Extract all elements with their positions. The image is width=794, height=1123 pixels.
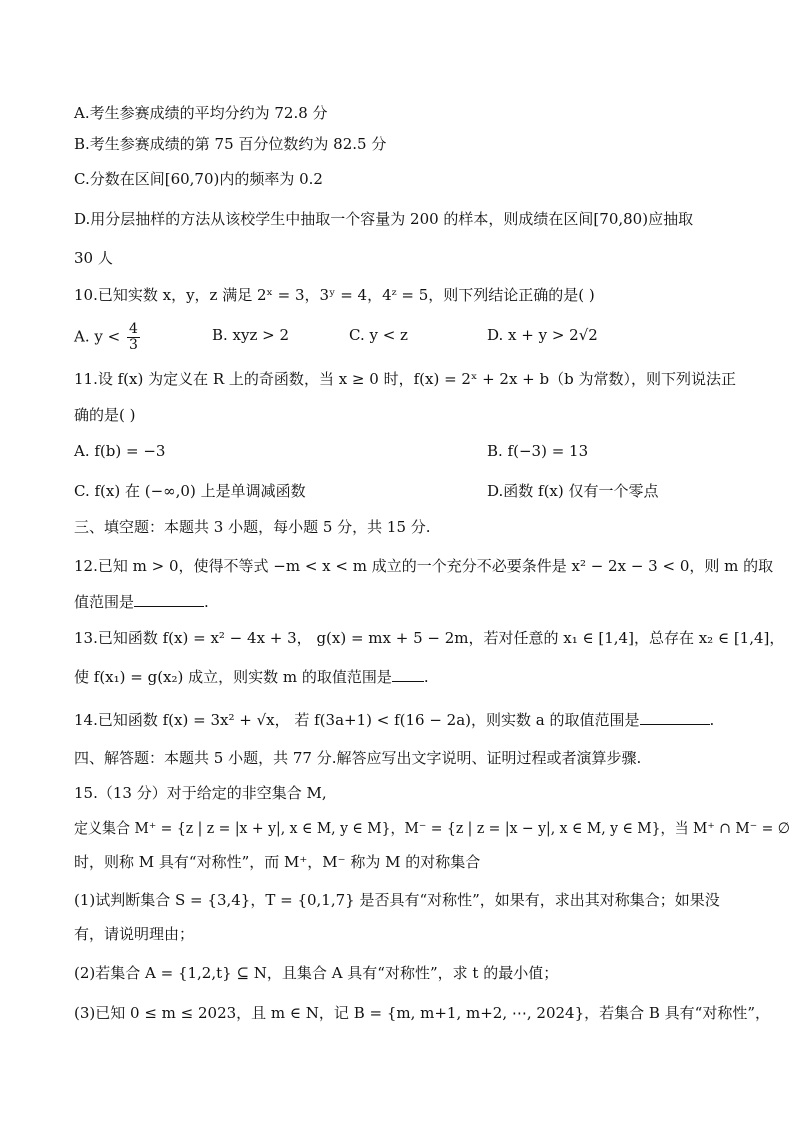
q9-option-c: C.分数在区间[60,70)内的频率为 0.2 [74,170,323,188]
q10-stem: 10.已知实数 x，y，z 满足 2ˣ = 3，3ʸ = 4，4ᶻ = 5，则下列结论正确的是( ) [74,286,595,304]
q11-option-c: C. f(x) 在 (−∞,0) 上是单调减函数 [74,482,306,500]
q14-line1-text: 14.已知函数 f(x) = 3x² + √x， 若 f(3a+1) < f(16 − 2a)，则实数 a 的取值范围是 [74,711,640,729]
section-3-heading: 三、填空题：本题共 3 小题，每小题 5 分，共 15 分. [74,518,431,536]
q10-option-a [74,322,142,353]
q10-option-a-numerator: 4 [128,321,138,337]
section-4-heading: 四、解答题：本题共 5 小题，共 77 分.解答应写出文字说明、证明过程或者演算步骤. [74,749,642,767]
q12-line2 [74,592,209,612]
q10-option-a-denominator: 3 [128,337,138,353]
q9-option-a: A.考生参赛成绩的平均分约为 72.8 分 [74,104,328,122]
q11-stem-line1: 11.设 f(x) 为定义在 R 上的奇函数，当 x ≥ 0 时，f(x) = 2ˣ + 2x + b（b 为常数），则下列说法正 [74,370,736,388]
q13-line2 [74,667,429,687]
q11-option-b: B. f(−3) = 13 [487,442,589,460]
q15-part1-line1: (1)试判断集合 S = {3,4}，T = {0,1,7} 是否具有“对称性”，如果有，求出其对称集合；如果没 [74,891,720,909]
q12-line2-text: 值范围是 [74,593,135,611]
q14-answer-blank [640,710,710,725]
q15-part3: (3)已知 0 ≤ m ≤ 2023，且 m ∈ N，记 B = {m, m+1, m+2, ⋯, 2024}，若集合 B 具有“对称性”， [74,1004,771,1022]
q10-option-d: D. x + y > 2√2 [487,326,598,344]
q11-stem-line2: 确的是( ) [74,406,136,424]
q12-end: . [204,593,209,611]
q13-answer-blank [392,667,424,682]
q10-option-c: C. y < z [349,326,408,344]
q13-end: . [423,668,429,686]
q10-option-a-text: A. y < [74,327,121,346]
q9-option-d-line1: D.用分层抽样的方法从该校学生中抽取一个容量为 200 的样本，则成绩在区间[70,80)应抽取 [74,210,694,228]
q13-line1: 13.已知函数 f(x) = x² − 4x + 3， g(x) = mx + 5 − 2m，若对任意的 x₁ ∈ [1,4]，总存在 x₂ ∈ [1,4]， [74,629,785,647]
q10-option-b: B. xyz > 2 [212,326,290,344]
q11-option-d: D.函数 f(x) 仅有一个零点 [487,482,659,500]
q11-option-a: A. f(b) = −3 [74,442,166,460]
q9-option-b: B.考生参赛成绩的第 75 百分位数约为 82.5 分 [74,135,387,153]
q15-part1-line2: 有，请说明理由； [74,925,195,943]
q9-option-d-line2: 30 人 [74,249,113,267]
q15-definition-line2: 时，则称 M 具有“对称性”，而 M⁺，M⁻ 称为 M 的对称集合 [74,853,481,871]
q10-option-a-fraction [127,322,140,353]
q12-answer-blank [134,592,204,607]
q15-part2: (2)若集合 A = {1,2,t} ⊆ N，且集合 A 具有“对称性”，求 t 的最小值； [74,964,559,982]
q13-line2-text: 使 f(x₁) = g(x₂) 成立，则实数 m 的取值范围是 [74,668,392,686]
q15-stem: 15.（13 分）对于给定的非空集合 M, [74,784,327,802]
q14-line1 [74,710,714,730]
q14-end: . [709,711,715,729]
q15-definition-line1: 定义集合 M⁺ = {z | z = |x + y|, x ∈ M, y ∈ M}，M⁻ = {z | z = |x − y|, x ∈ M, y ∈ M}，当 M⁺ ∩ M⁻ = ∅ [74,819,791,837]
q12-line1: 12.已知 m > 0，使得不等式 −m < x < m 成立的一个充分不必要条件是 x² − 2x − 3 < 0，则 m 的取 [74,557,774,575]
